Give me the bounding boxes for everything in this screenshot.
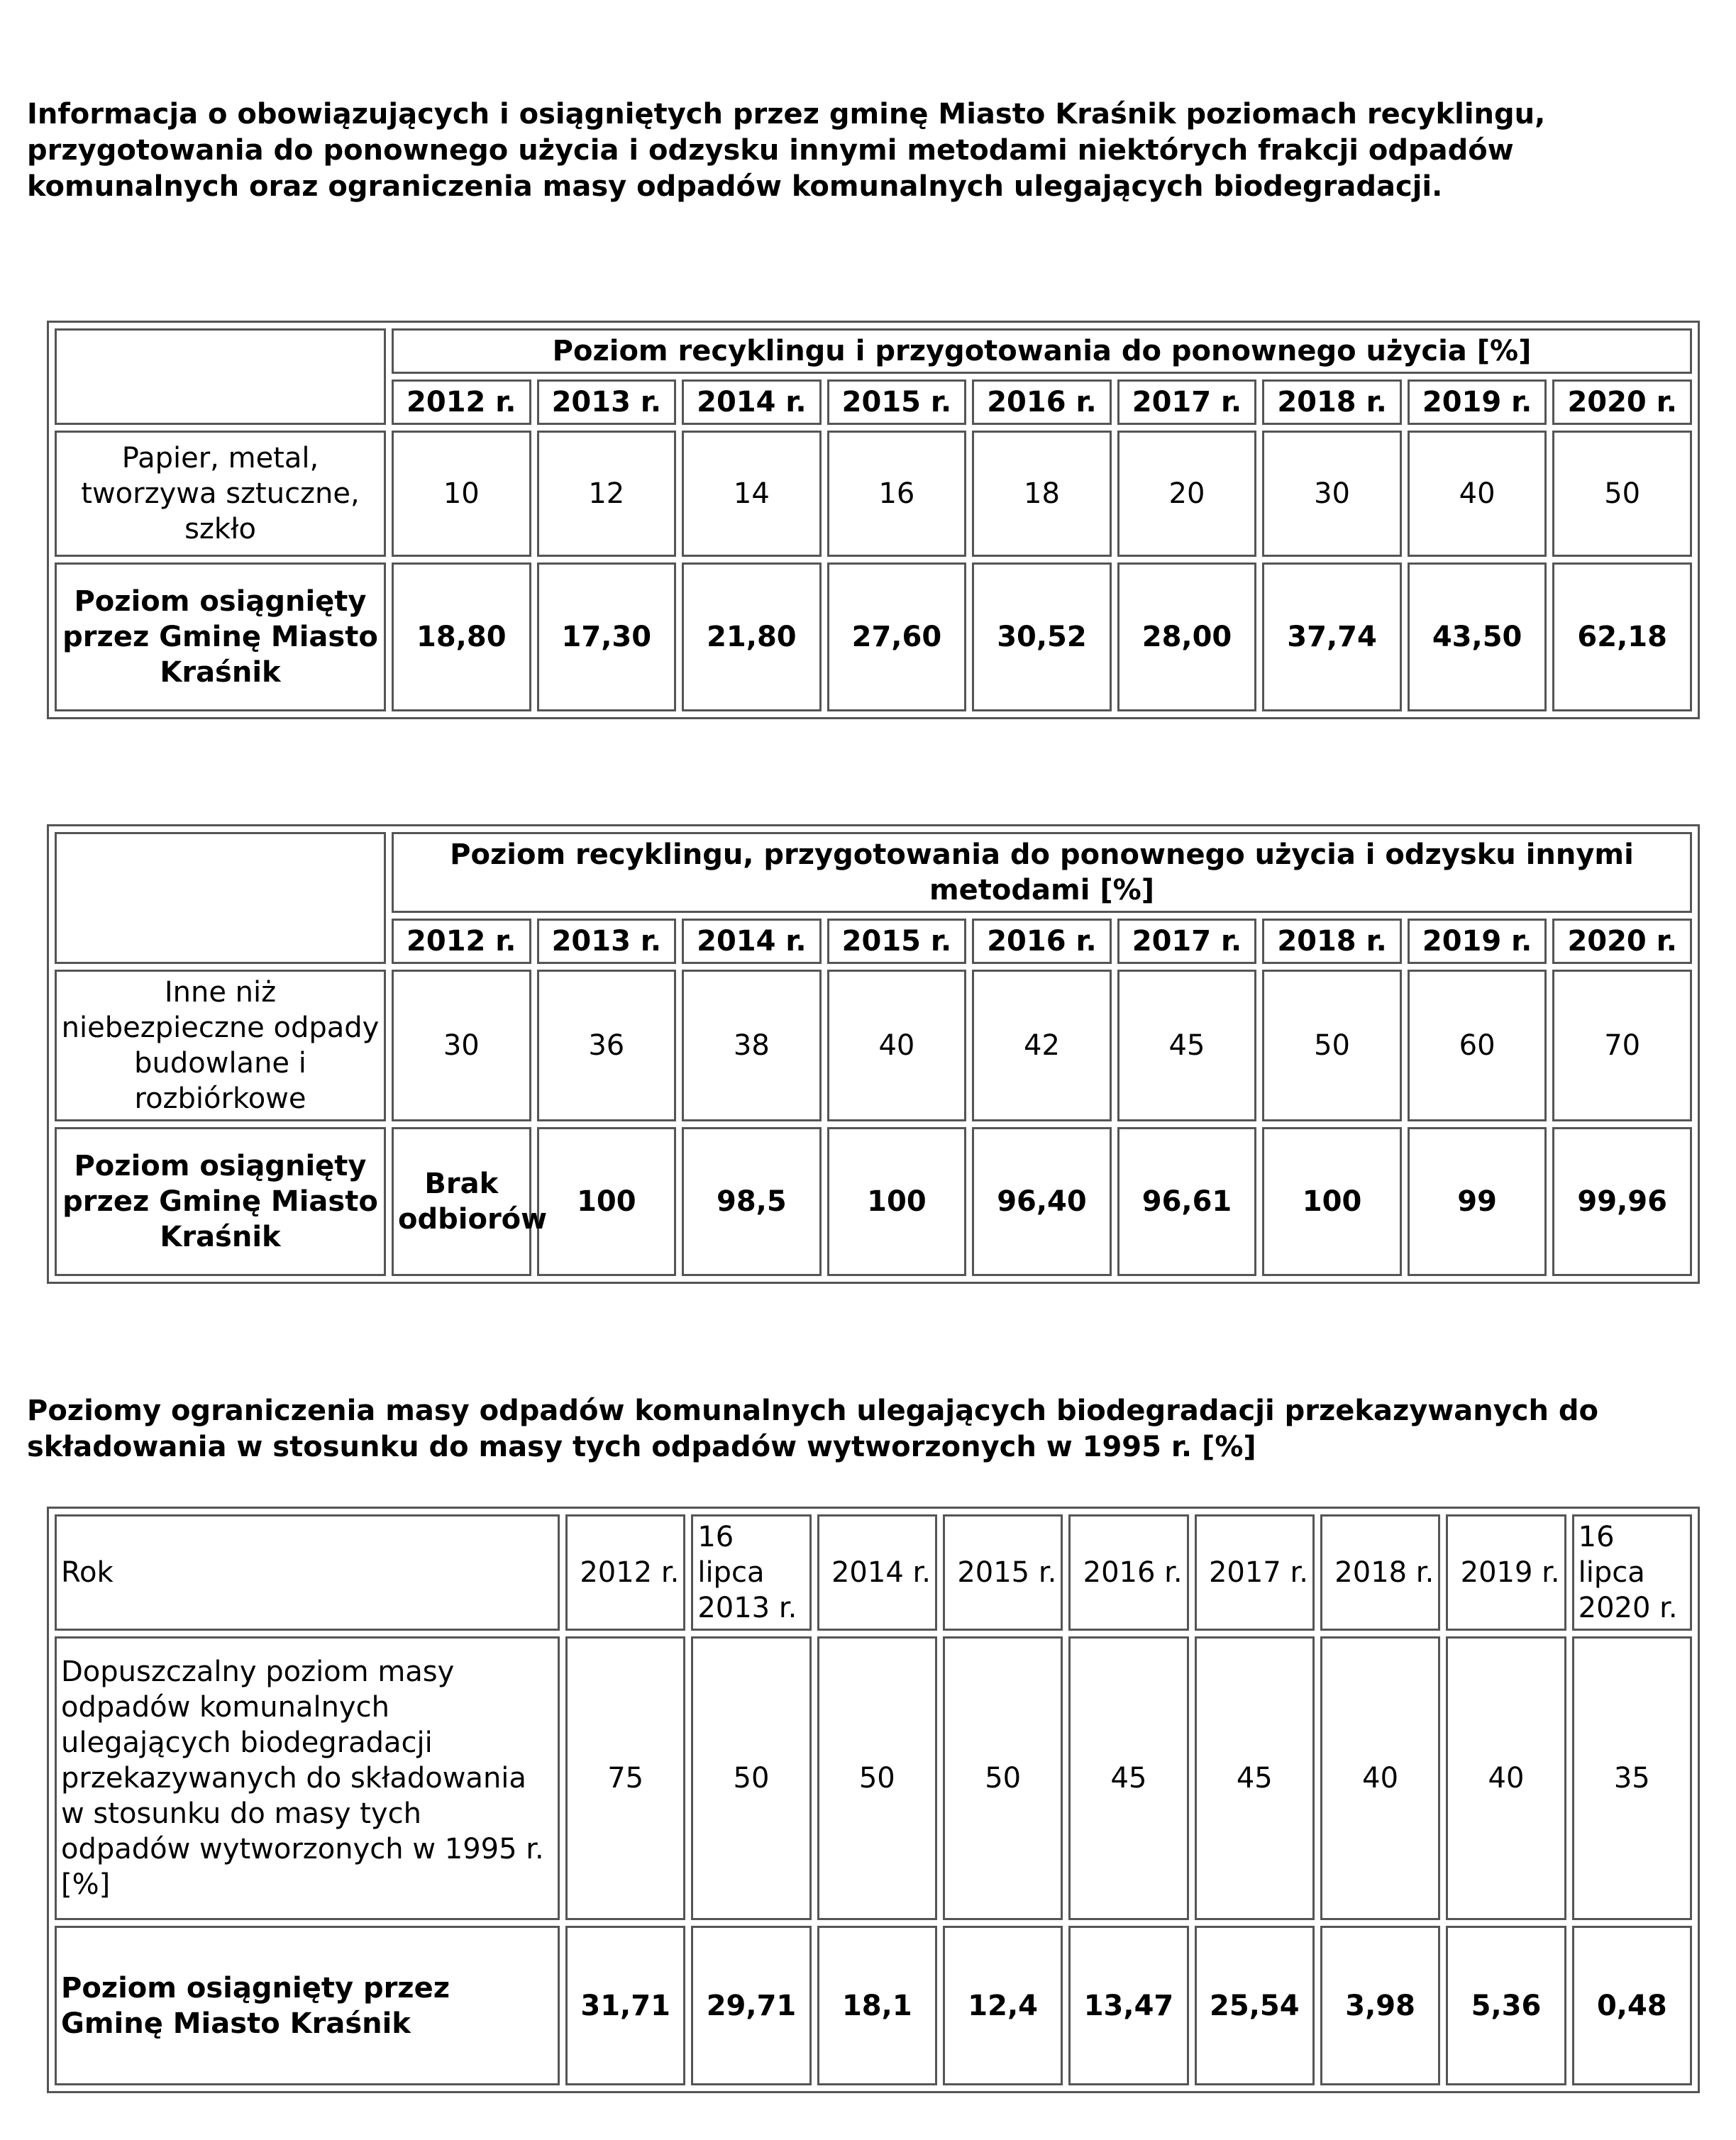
value-cell: 60 [1408, 970, 1547, 1121]
empty-corner-cell [55, 328, 386, 425]
year-cell: 2012 r. [392, 919, 531, 964]
value-cell: 40 [1320, 1636, 1440, 1920]
value-cell: 50 [691, 1636, 811, 1920]
year-cell: 2018 r. [1262, 379, 1402, 425]
value-cell: 100 [827, 1127, 967, 1276]
year-cell: 2020 r. [1552, 379, 1692, 425]
value-cell: 28,00 [1117, 562, 1257, 711]
table-row [55, 1926, 1692, 2085]
row-label: Papier, metal, tworzywa sztuczne, szkło [55, 431, 386, 557]
value-cell: 30 [1262, 431, 1402, 557]
year-cell: 2019 r. [1408, 379, 1547, 425]
row-label: Poziom osiągnięty przez Gminę Miasto Kraśnik [55, 562, 386, 711]
value-cell: 100 [537, 1127, 677, 1276]
year-cell: 2017 r. [1195, 1514, 1315, 1631]
value-cell: 50 [943, 1636, 1063, 1920]
value-cell: 75 [565, 1636, 685, 1920]
value-cell: 20 [1117, 431, 1257, 557]
table-row [55, 431, 1692, 557]
intro-heading: Informacja o obowiązujących i osiągniętych przez gminę Miasto Kraśnik poziomach recyklingu, przygotowania do ponownego użycia i odzysku innymi metodami niektórych frakcji odpadów komunalnych oraz ograniczenia masy odpadów komunalnych ulegających biodegradacji. [27, 98, 1546, 203]
value-cell: 30 [392, 970, 531, 1121]
table-row [55, 970, 1692, 1121]
value-cell: 70 [1552, 970, 1692, 1121]
year-cell: 16 lipca 2020 r. [1572, 1514, 1692, 1631]
recycling-table [47, 321, 1700, 719]
value-cell: 18,1 [817, 1926, 937, 2085]
row-label: Inne niż niebezpieczne odpady budowlane i rozbiórkowe [55, 970, 386, 1121]
year-cell: 2012 r. [392, 379, 531, 425]
value-cell: 43,50 [1408, 562, 1547, 711]
value-cell: 14 [682, 431, 822, 557]
biodegradable-table [47, 1507, 1700, 2093]
table-header-row [55, 832, 1692, 913]
year-cell: 2016 r. [1068, 1514, 1188, 1631]
value-cell: 38 [682, 970, 822, 1121]
year-cell: 2020 r. [1552, 919, 1692, 964]
row-label: Dopuszczalny poziom masy odpadów komunalnych ulegających biodegradacji przekazywanych do składowania w stosunku do masy tych odpadów wytworzonych w 1995 r. [%] [55, 1636, 560, 1920]
value-cell: 12,4 [943, 1926, 1063, 2085]
year-cell: 2014 r. [817, 1514, 937, 1631]
value-cell: 3,98 [1320, 1926, 1440, 2085]
value-cell: 50 [817, 1636, 937, 1920]
value-cell: 45 [1068, 1636, 1188, 1920]
row-label: Poziom osiągnięty przez Gminę Miasto Kraśnik [55, 1926, 560, 2085]
value-cell: 35 [1572, 1636, 1692, 1920]
row-label: Poziom osiągnięty przez Gminę Miasto Kraśnik [55, 1127, 386, 1276]
value-cell: 10 [392, 431, 531, 557]
value-cell: 99,96 [1552, 1127, 1692, 1276]
value-cell: 18 [972, 431, 1112, 557]
year-cell: 2019 r. [1446, 1514, 1566, 1631]
year-cell: 2018 r. [1262, 919, 1402, 964]
value-cell: 45 [1117, 970, 1257, 1121]
year-cell: 2014 r. [682, 919, 822, 964]
value-cell: 30,52 [972, 562, 1112, 711]
value-cell: 40 [1408, 431, 1547, 557]
year-cell: 2012 r. [565, 1514, 685, 1631]
value-cell: 29,71 [691, 1926, 811, 2085]
year-cell: 2013 r. [537, 379, 677, 425]
construction-waste-table [47, 824, 1700, 1284]
year-cell: 2018 r. [1320, 1514, 1440, 1631]
year-cell: 2016 r. [972, 379, 1112, 425]
value-cell: 13,47 [1068, 1926, 1188, 2085]
year-cell: 2015 r. [827, 919, 967, 964]
value-cell: 31,71 [565, 1926, 685, 2085]
value-cell: Brak odbiorów [392, 1127, 531, 1276]
year-cell: 16 lipca 2013 r. [691, 1514, 811, 1631]
table-row [55, 1636, 1692, 1920]
table-title-cell: Poziom recyklingu i przygotowania do ponownego użycia [%] [392, 328, 1692, 374]
value-cell: 96,40 [972, 1127, 1112, 1276]
value-cell: 18,80 [392, 562, 531, 711]
biodegradable-heading: Poziomy ograniczenia masy odpadów komunalnych ulegających biodegradacji przekazywanych do składowania w stosunku do masy tych odpadów wytworzonych w 1995 r. [%] [27, 1395, 1599, 1463]
value-cell: 42 [972, 970, 1112, 1121]
value-cell: 12 [537, 431, 677, 557]
value-cell: 100 [1262, 1127, 1402, 1276]
table-header-row [55, 328, 1692, 374]
value-cell: 98,5 [682, 1127, 822, 1276]
year-cell: 2019 r. [1408, 919, 1547, 964]
value-cell: 5,36 [1446, 1926, 1566, 2085]
value-cell: 45 [1195, 1636, 1315, 1920]
table-row [55, 1127, 1692, 1276]
value-cell: 21,80 [682, 562, 822, 711]
table-title-cell: Poziom recyklingu, przygotowania do ponownego użycia i odzysku innymi metodami [%] [392, 832, 1692, 913]
value-cell: 25,54 [1195, 1926, 1315, 2085]
year-cell: 2014 r. [682, 379, 822, 425]
year-cell: 2015 r. [943, 1514, 1063, 1631]
value-cell: 36 [537, 970, 677, 1121]
value-cell: 40 [1446, 1636, 1566, 1920]
table-row [55, 562, 1692, 711]
value-cell: 96,61 [1117, 1127, 1257, 1276]
value-cell: 27,60 [827, 562, 967, 711]
year-cell: 2015 r. [827, 379, 967, 425]
year-cell: 2017 r. [1117, 919, 1257, 964]
year-cell: 2017 r. [1117, 379, 1257, 425]
value-cell: 16 [827, 431, 967, 557]
year-cell: 2016 r. [972, 919, 1112, 964]
value-cell: 50 [1262, 970, 1402, 1121]
row-header-cell: Rok [55, 1514, 560, 1631]
years-row [55, 1514, 1692, 1631]
value-cell: 62,18 [1552, 562, 1692, 711]
value-cell: 50 [1552, 431, 1692, 557]
empty-corner-cell [55, 832, 386, 964]
value-cell: 99 [1408, 1127, 1547, 1276]
year-cell: 2013 r. [537, 919, 677, 964]
value-cell: 37,74 [1262, 562, 1402, 711]
value-cell: 17,30 [537, 562, 677, 711]
value-cell: 40 [827, 970, 967, 1121]
value-cell: 0,48 [1572, 1926, 1692, 2085]
